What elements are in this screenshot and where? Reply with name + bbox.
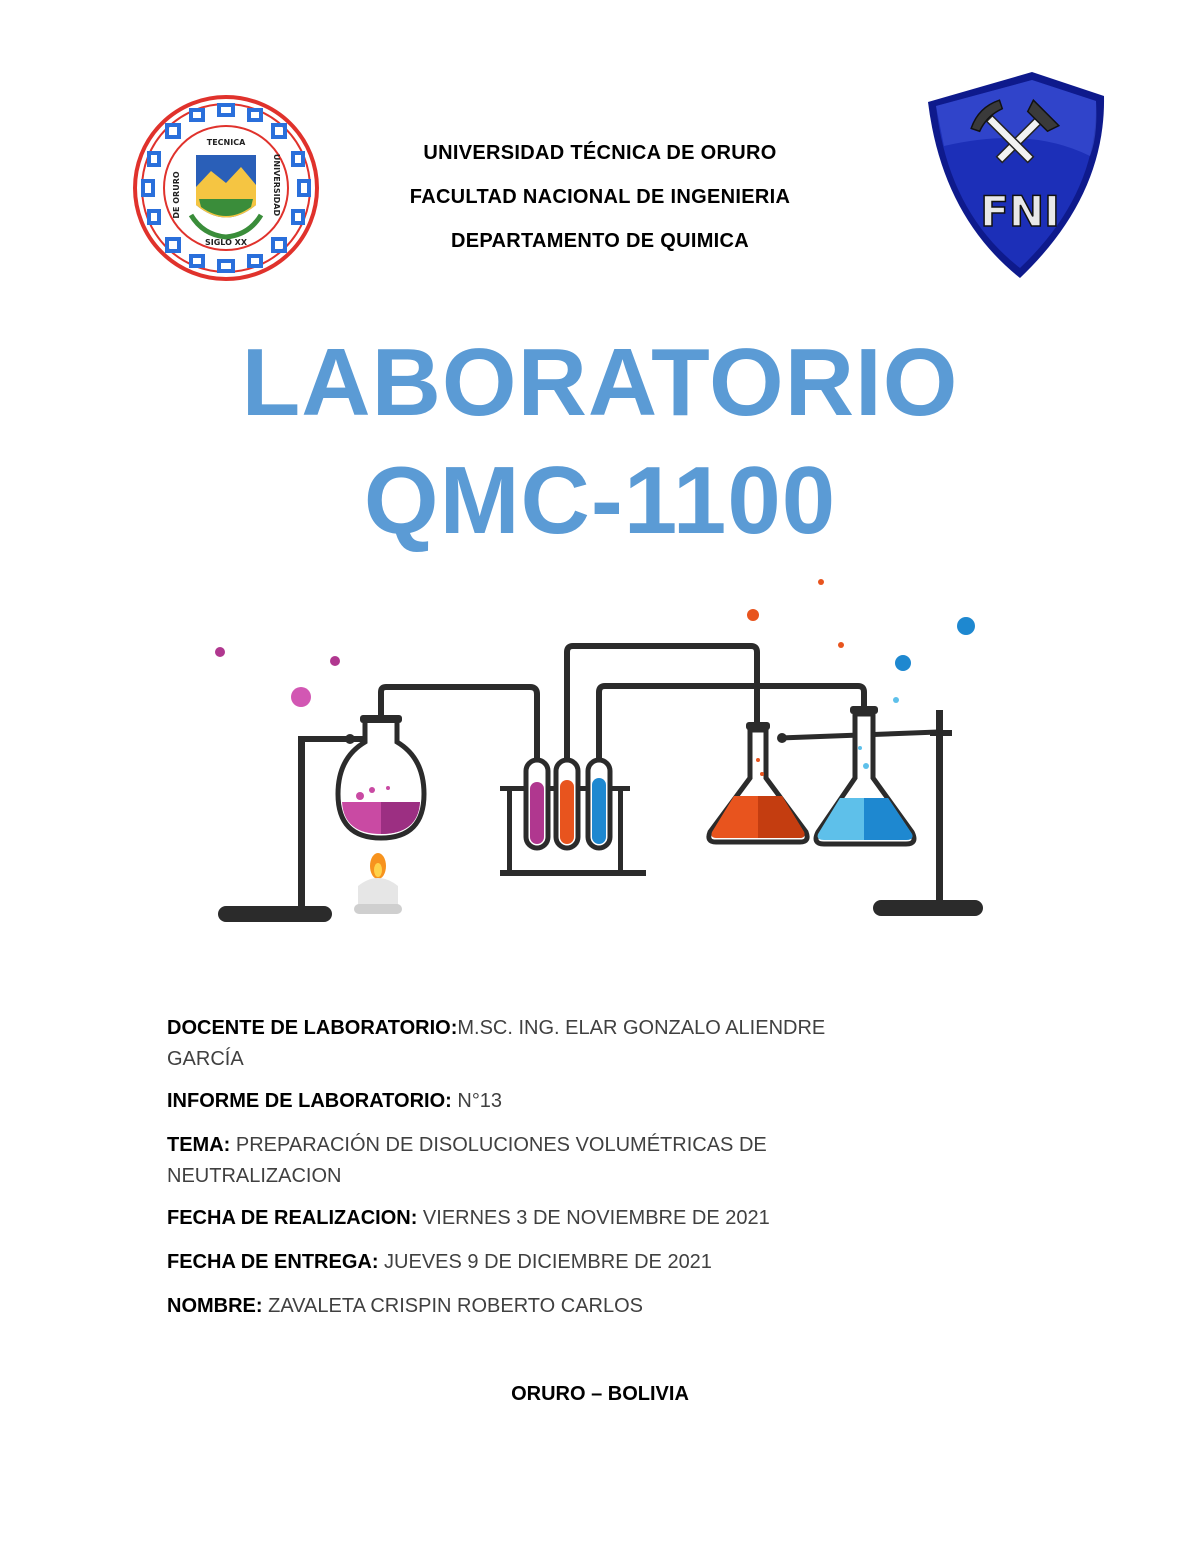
report-label: INFORME DE LABORATORIO: xyxy=(167,1090,452,1112)
teacher-info xyxy=(167,1013,967,1075)
teacher-value: M.SC. ING. ELAR GONZALO ALIENDRE xyxy=(457,1017,826,1039)
report-info xyxy=(167,1086,967,1117)
faculty-name: FACULTAD NACIONAL DE INGENIERIA xyxy=(409,186,791,208)
svg-text:UNIVERSIDAD: UNIVERSIDAD xyxy=(272,153,281,217)
topic-value: PREPARACIÓN DE DISOLUCIONES VOLUMÉTRICAS DE xyxy=(230,1134,767,1156)
university-name: UNIVERSIDAD TÉCNICA DE ORURO xyxy=(423,142,777,164)
title-course-code: QMC-1100 xyxy=(363,447,837,554)
topic-info xyxy=(167,1130,967,1192)
name-label: NOMBRE: xyxy=(167,1295,263,1317)
name-value: ZAVALETA CRISPIN ROBERTO CARLOS xyxy=(262,1295,644,1317)
fni-shield-logo xyxy=(920,66,1110,282)
name-info xyxy=(167,1291,967,1322)
delivery-date-value: JUEVES 9 DE DICIEMBRE DE 2021 xyxy=(378,1251,712,1273)
realization-date-label: FECHA DE REALIZACION: xyxy=(167,1207,418,1229)
title-laboratorio: LABORATORIO xyxy=(241,329,959,436)
report-value: N°13 xyxy=(451,1090,503,1112)
delivery-date-info xyxy=(167,1247,967,1278)
realization-date-value: VIERNES 3 DE NOVIEMBRE DE 2021 xyxy=(417,1207,770,1229)
lab-equipment-illustration xyxy=(210,570,1000,930)
svg-text:SIGLO XX: SIGLO XX xyxy=(204,238,248,247)
svg-text:DE ORURO: DE ORURO xyxy=(172,171,181,219)
delivery-date-label: FECHA DE ENTREGA: xyxy=(167,1251,379,1273)
realization-date-info xyxy=(167,1203,967,1234)
department-name: DEPARTAMENTO DE QUIMICA xyxy=(450,230,749,252)
svg-text:FNI: FNI xyxy=(980,187,1060,236)
topic-value-continued: NEUTRALIZACION xyxy=(167,1165,342,1187)
teacher-label: DOCENTE DE LABORATORIO: xyxy=(167,1017,458,1039)
svg-text:TECNICA: TECNICA xyxy=(206,138,246,147)
teacher-value-continued: GARCÍA xyxy=(167,1048,244,1070)
topic-label: TEMA: xyxy=(167,1134,231,1156)
location-footer: ORURO – BOLIVIA xyxy=(511,1383,689,1405)
university-seal-logo xyxy=(133,95,319,281)
